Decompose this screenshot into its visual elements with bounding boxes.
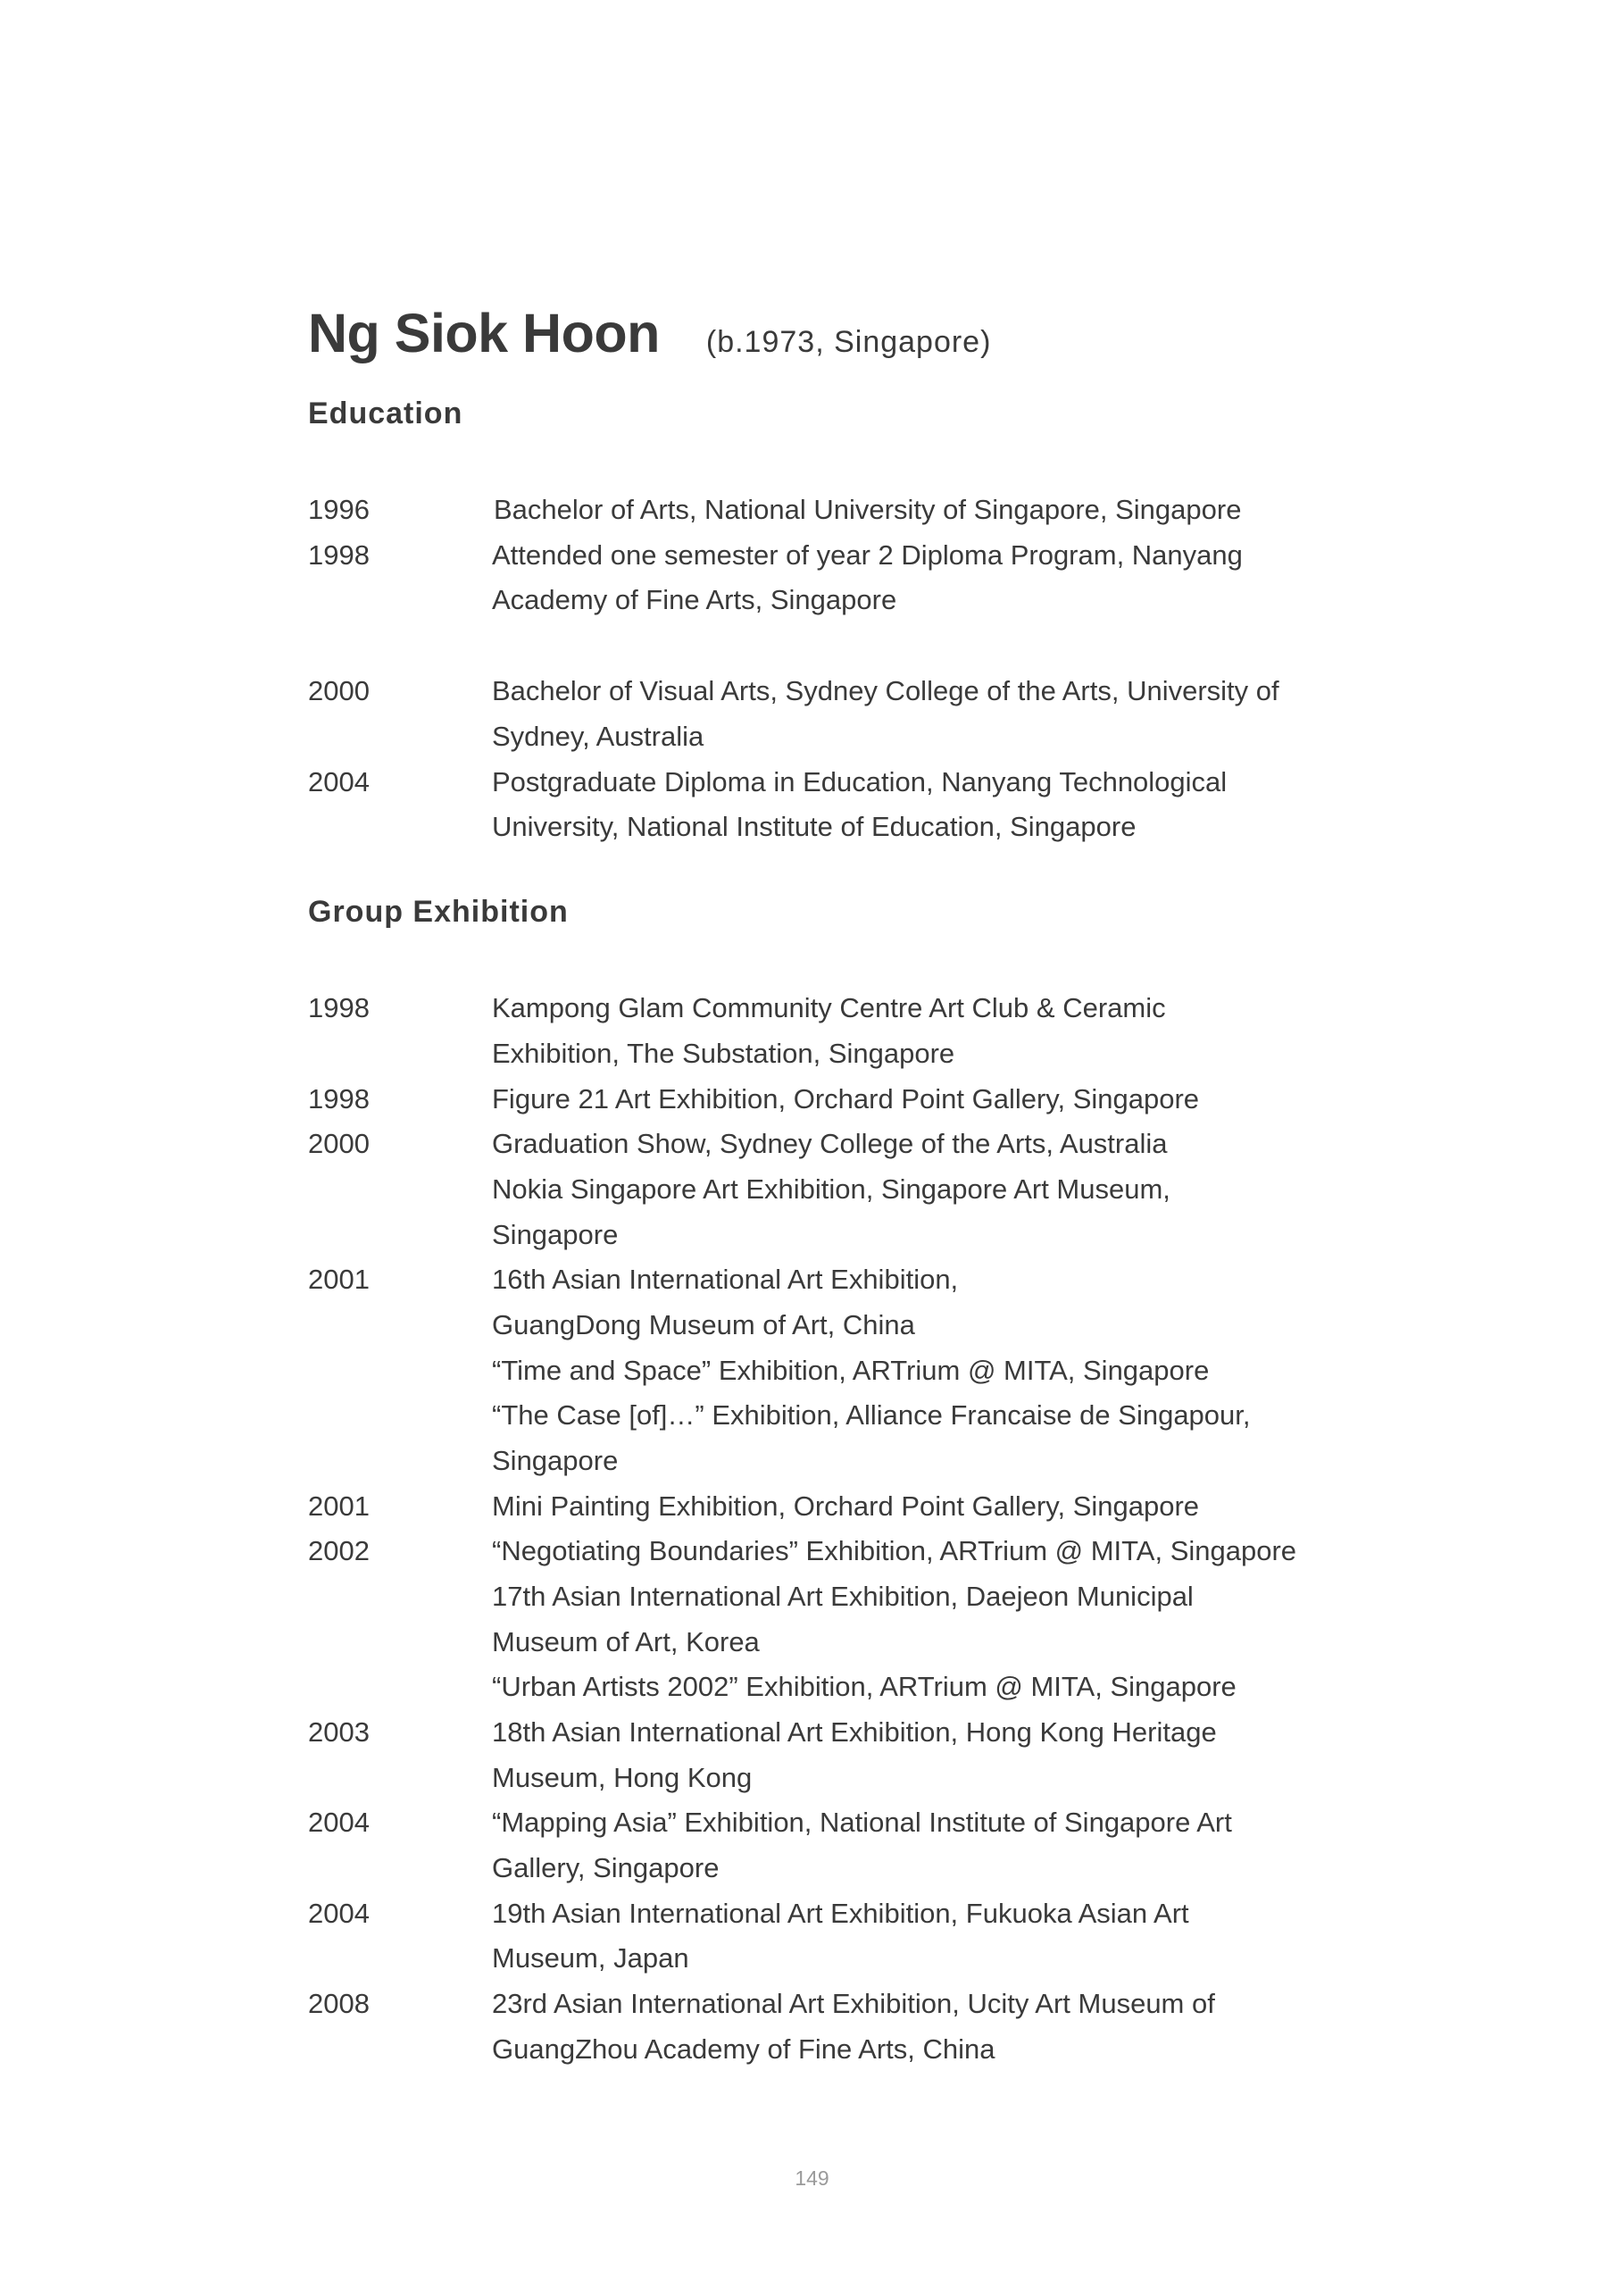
exhibition-row — [0, 1845, 1624, 1891]
exhibition-year: 2001 — [308, 1264, 370, 1295]
exhibition-year: 2004 — [308, 1898, 370, 1929]
education-year: 1998 — [308, 539, 370, 571]
exhibition-text: Museum of Art, Korea — [492, 1626, 760, 1657]
exhibition-row — [0, 1256, 1624, 1302]
exhibition-text: Nokia Singapore Art Exhibition, Singapore Art Museum, — [492, 1173, 1170, 1205]
exhibition-year: 2003 — [308, 1716, 370, 1748]
exhibition-row — [0, 1619, 1624, 1665]
exhibition-row — [0, 1755, 1624, 1800]
exhibition-text: 16th Asian International Art Exhibition, — [492, 1264, 959, 1295]
exhibition-row — [0, 1348, 1624, 1393]
exhibition-text: “Mapping Asia” Exhibition, National Institute of Singapore Art — [492, 1807, 1232, 1838]
exhibition-row — [0, 1392, 1624, 1438]
exhibition-text: Exhibition, The Substation, Singapore — [492, 1038, 955, 1069]
exhibition-row — [0, 1891, 1624, 1936]
education-text: Attended one semester of year 2 Diploma Program, Nanyang — [492, 539, 1243, 571]
education-text: Postgraduate Diploma in Education, Nanyang Technological — [492, 766, 1228, 797]
education-text: University, National Institute of Education, Singapore — [492, 811, 1137, 842]
exhibition-row — [0, 1709, 1624, 1755]
exhibition-text: GuangZhou Academy of Fine Arts, China — [492, 2033, 995, 2065]
exhibition-row — [0, 1166, 1624, 1212]
education-text: Sydney, Australia — [492, 721, 704, 752]
education-text: Bachelor of Arts, National University of Singapore, Singapore — [494, 494, 1242, 525]
exhibition-text: Kampong Glam Community Centre Art Club & Ceramic — [492, 992, 1166, 1023]
education-heading: Education — [308, 397, 463, 430]
exhibition-year: 2002 — [308, 1535, 370, 1566]
exhibition-row — [0, 1212, 1624, 1257]
exhibition-text: Gallery, Singapore — [492, 1852, 720, 1883]
exhibition-row — [0, 2026, 1624, 2072]
exhibition-text: 18th Asian International Art Exhibition, Hong Kong Heritage — [492, 1716, 1217, 1748]
education-row — [0, 714, 1624, 759]
education-year: 1996 — [308, 494, 370, 525]
exhibition-text: 17th Asian International Art Exhibition, Daejeon Municipal — [492, 1581, 1194, 1612]
exhibition-row — [0, 1031, 1624, 1076]
exhibition-row — [0, 1935, 1624, 1981]
exhibition-row — [0, 1438, 1624, 1483]
exhibition-text: “Time and Space” Exhibition, ARTrium @ MITA, Singapore — [492, 1355, 1210, 1386]
exhibition-year: 2001 — [308, 1490, 370, 1522]
exhibition-text: Figure 21 Art Exhibition, Orchard Point Gallery, Singapore — [492, 1083, 1200, 1114]
artist-birth-info: (b.1973, Singapore) — [705, 325, 992, 359]
exhibition-text: 19th Asian International Art Exhibition, Fukuoka Asian Art — [492, 1898, 1189, 1929]
exhibition-year: 2000 — [308, 1128, 370, 1159]
education-row — [0, 532, 1624, 578]
exhibition-row — [0, 1076, 1624, 1122]
exhibition-row — [0, 1664, 1624, 1709]
group-exhibition-heading: Group Exhibition — [308, 895, 569, 929]
exhibition-row — [0, 1574, 1624, 1619]
exhibition-row — [0, 1483, 1624, 1529]
education-year: 2000 — [308, 675, 370, 706]
exhibition-text: Museum, Hong Kong — [492, 1762, 753, 1793]
exhibition-row — [0, 1799, 1624, 1845]
exhibition-text: Museum, Japan — [492, 1942, 689, 1974]
artist-name: Ng Siok Hoon — [308, 303, 660, 363]
exhibition-row — [0, 1302, 1624, 1348]
education-row — [0, 577, 1624, 622]
education-row — [0, 668, 1624, 714]
exhibition-text: Singapore — [492, 1445, 619, 1476]
page-number: 149 — [795, 2166, 829, 2190]
education-row — [0, 759, 1624, 805]
exhibition-year: 2004 — [308, 1807, 370, 1838]
education-text: Bachelor of Visual Arts, Sydney College of the Arts, University of — [492, 675, 1279, 706]
exhibition-text: Singapore — [492, 1219, 619, 1250]
education-year: 2004 — [308, 766, 370, 797]
exhibition-text: Mini Painting Exhibition, Orchard Point Gallery, Singapore — [492, 1490, 1200, 1522]
exhibition-text: “Urban Artists 2002” Exhibition, ARTrium @ MITA, Singapore — [492, 1671, 1237, 1702]
exhibition-row — [0, 1981, 1624, 2026]
exhibition-text: “The Case [of]…” Exhibition, Alliance Francaise de Singapour, — [492, 1399, 1251, 1431]
exhibition-row — [0, 1121, 1624, 1166]
exhibition-text: Graduation Show, Sydney College of the Arts, Australia — [492, 1128, 1168, 1159]
education-text: Academy of Fine Arts, Singapore — [492, 584, 897, 615]
exhibition-year: 1998 — [308, 1083, 370, 1114]
exhibition-text: 23rd Asian International Art Exhibition, Ucity Art Museum of — [492, 1988, 1215, 2019]
exhibition-text: “Negotiating Boundaries” Exhibition, ARTrium @ MITA, Singapore — [492, 1535, 1297, 1566]
education-row — [0, 487, 1624, 532]
education-row — [0, 804, 1624, 849]
exhibition-row — [0, 985, 1624, 1031]
exhibition-year: 1998 — [308, 992, 370, 1023]
exhibition-text: GuangDong Museum of Art, China — [492, 1309, 915, 1340]
exhibition-year: 2008 — [308, 1988, 370, 2019]
page-title — [308, 302, 991, 364]
exhibition-row — [0, 1528, 1624, 1574]
